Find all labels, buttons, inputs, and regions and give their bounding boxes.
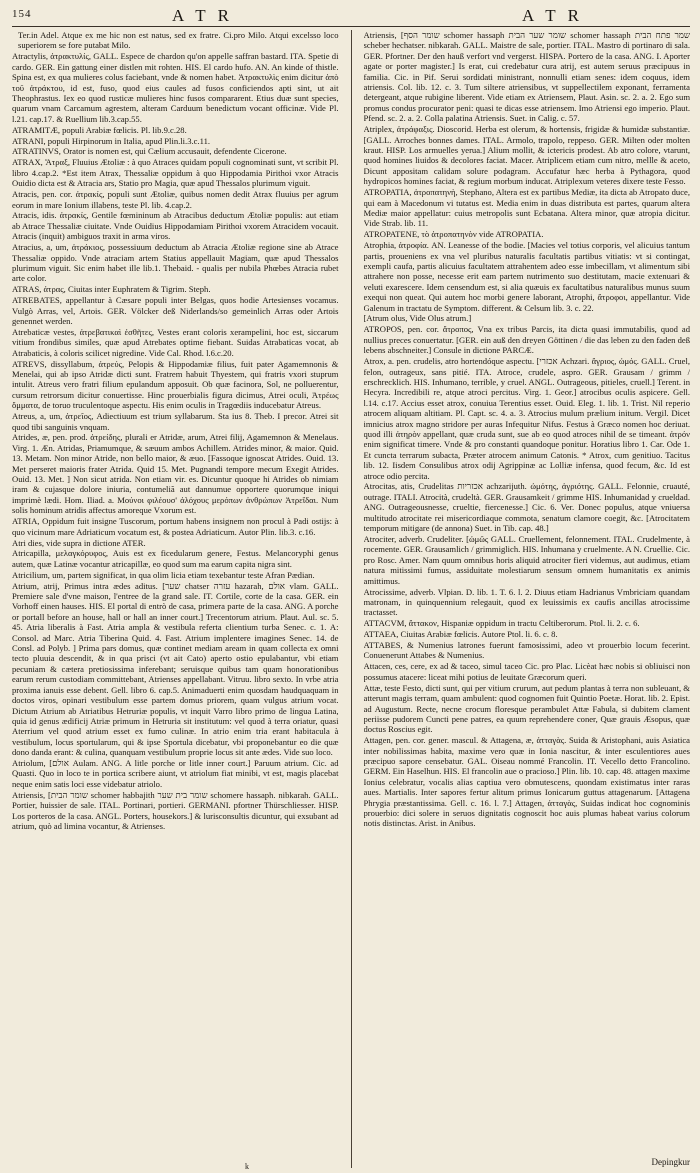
- dictionary-entry: Attagen, pen. cor. gener. mascul. & Attagena, æ, ἀτταγὰς. Suida & Aristophani, auis Asiatica inter nobilissimas habita, maxime vero quæ in Ionia nascitur, & inter esculentiores aues præcipuo sapore censebatur. GAL. Oiseau nommé Francolin. IT. Vecello detto Francolino. GERM. Ein Haselhun. HIS. El francolin aue o pracioso.] Plin. lib. 10. cap. 48. attagen maxime Ionius celebratur, vocalis alias captiua vero obmutescens, quondam existimatus inter raras aues. Martialis. Inter sapores fertur alitum primus Ionicarum guttus attagenarum. [Attagena Phrygia præstantissima. Gell. c. 16. l. 7.] Attagen, ἀτταγὰς, Suidas indicat hoc cognominis prouerbio: dici solere in seruos dignitatis cognoscit hoc auis plumas habeat varius colorum notis distinctas. Arist. in Anibus.: [363, 735, 690, 829]
- dictionary-entry: Atrides, æ, pen. prod. ἀτρείδης, plurali er Atridæ, arum, Atrei filij, Agamemnon & Menelaus. Virg. 1. Æn. Atridas, Priamumque, & sæuum ambos Achillem. Atrides minor, & maior. Quid. 13. Metam. Non minor Atride, non bello maior, & æuo. [Fassoque ignoscat Atrides. Ouid. 13. Met perseret maioris frater Atrida. Quid 15. Met. Pugnandi tempore mecum Exegit Atrides. Ouid. 13. Met. ] Non sicut atrida. Non etiam vir. es. Dicuntur quoque hi Atrides ob nimiam iram & cujasque dolore iniuria, contumeliã aut dannumue opportere quorumque iniqui imprimè lædi. Hom. Iliad. a. Μούνοι φιλέουσ' ἀλόχους μερόπων ἀνθρώπων Ἀτρεΐδαι. Num solis hominum atridis affectus amoreque Vxorum est.: [12, 432, 339, 516]
- dictionary-entry: ATROPATENE, τὸ ἀτροπατηνὸν vide ATROPATIA.: [363, 229, 544, 240]
- dictionary-entry: ATRIA, Oppidum fuit insigne Tuscorum, portum habens insignem non procul à Padi ostijs: à quo vicinum mare Adriaticum vocatum est, & postea Adriaticum. Autor Plin. lib.3. c.16.: [12, 516, 339, 537]
- dictionary-entry: Atricapilla, μελαγκόρυφος, Auis est ex ficedularum genere, Festus. Melancoryphi genus autem, quæ Latinæ vocantur atricapillæ, eo quod sum ma earum capita nigra sint.: [12, 548, 339, 569]
- page-number: 154: [12, 8, 32, 20]
- dictionary-entry: ATREVS, dissyllabum, ἀτρεύς, Pelopis & Hippodamiæ filius, fuit pater Agamemnonis & Menelai, qui ab ipso Atridæ dicti sunt. Fratrem habuit Thyestem, qui fratris vxori stuprum intulit. Atreus vero fratri filium epulandum apposuit. Ob quæ facinora, Sol, ne polluerentur, cursum retrorsum dicitur conuertisse. Hinc prouerbialis figura dicimus, Atrei oculi, Ἀτρέως ὄμματα, de toruo truculentoque aspectu. His enim oculis in Tragœdiis inducebatur Atreus.: [12, 358, 339, 411]
- page-header: [12, 6, 690, 27]
- dictionary-entry: ATTAEA, Ciuitas Arabiæ fœlicis. Autore Ptol. li. 6. c. 8.: [363, 629, 558, 640]
- dictionary-entry: Atrox, a. pen. crudelis, atro hortendóque aspectu. [אכזרי Achzari. ἄγριος, ὠμός. GALL. Cruel, felon, outrageux, sans pitié. ITA. Atroce, crudele, aspro. GER. Grausam / grimm / erschrecklich. HIS. Inhumano, terrible, y cruel. ANGL. Outrageous, pitieles, cruell.] Terent. in Hecyra. Incredibili re, atque atroci percitus. Virg. 1. Geor.] atrocibus oculis aspicere. Gell. l.14. c.17. Accius esset atrox, conuiua Terentius esset. Ouid. Eleg. 1. lib. 1. Trist. Nil reperio atrocem aliquam altitiam. Pl. Capt. sc. 4. a. 3. Atrocius mulum prælium initum. Vergil. Dicet imnicius atrox magno stridore per auras Infequitur Nifus. Festus à Græco nomen hoc deriuat. quod illi ἀτηρὸν appellant, quæ cruda sunt, sue ab eo quod atroces nihil de se timeant. ἀτρόν enim significat timere. Vnde & pro constanti quandoque ponitur. Horatius libro 1. Car. Ode 1. Et cuncta terrarum subacta, Præter atrocem animum Catonis. * Atrox, cum genitiuo. Tacitus lib. 12. Iisdem Consulibus atrox odij Agrippinæ ac Lolliæ infensa, quod fecum, &c. Id est atroce odio percita.: [363, 356, 690, 481]
- signature-mark: k: [245, 1162, 249, 1171]
- dictionary-entry: ATTABES, & Numenius latrones fuerunt famosissimi, adeo vt prouerbio locum fecerint. Conuenerunt Attabes & Numenius.: [363, 640, 690, 661]
- left-running-head: A T R: [172, 6, 233, 25]
- dictionary-entry: Ter.in Adel. Atque ex me hic non est natus, sed ex fratre. Ci.pro Milo. Atqui excelsso loco superiorem se fore putabat Milo.: [18, 30, 339, 51]
- left-column: [12, 30, 339, 1168]
- column-rule: [351, 30, 352, 1168]
- dictionary-entry: ATRAS, ἀτρας, Ciuitas inter Euphratem & Tigrim. Steph.: [12, 284, 211, 295]
- catchword: Depingkur: [651, 1157, 690, 1167]
- dictionary-entry: ATRAMITÆ, populi Arabiæ fœlicis. Pl. lib.9.c.28.: [12, 124, 187, 135]
- text-columns: [12, 30, 690, 1168]
- dictionary-entry: Atrocissime, adverb. Vlpian. D. lib. 1. T. 6. l. 2. Diuus etiam Hadrianus Vmbriciam quandam matronam, in quinquennium relegauit, quod ex leuissimis ex caufis ancillas atrocissime tractasset.: [363, 586, 690, 618]
- dictionary-entry: Atractylis, ἀτρακτυλίς, GALL. Espece de chardon qu'on appelle saffran bastard. ITA. Spetie di cardo. GER. Ein gattung einer distlen mit rohten. HIS. El cardo hufo. AN. An kinde of thistle. Spina est, ex qua mulieres colus faciebant, vnde & nomen habet. Ἀτρακτυλὶς enim dicitur ἀπὸ τοῦ ἀτράκτου, id est, fuso, quod eius caules ad fusos conficiendos apti sint, ut ait Theophrastus. Iex eo quod rusticæ mulieres hinc fusos compararent. Etius duæ sunt species, quarum vnam Carcamum agrestem, alteram Carduum benedictum vocant officinæ. Vide Pl. l.21. cap.17. & Ruellium lib.3.cap.55.: [12, 51, 339, 124]
- dictionary-entry: Atrophia, ἀτροφία. AN. Leanesse of the bodie. [Macies vel totius corporis, vel alicuius tantum partis, proueniens ex vna vel pluribus naturalis facultatis partibus vitiatis: vt si contingat, exempli caufa, partis alicuius facultatem attrahentem adeo esse imbecillam, vt alimentum sibi attrahere non posse, necesse erit eam partem nutrimento suo destitutam, macie extenuari & veluti exarescere. Idem censendum est, si alia quæuis ex facultatibus naturalibus munus suum exequi non queat. Qui autem hoc morbi genere laborant, Atrophi, ἄτροφοι, appellantur. Vide Galenum in tractatu de Symptom. different. & Celsum lib. 3. c. 22.: [363, 240, 690, 313]
- dictionary-entry: ATRATINVS, Orator is nomen est, qui Cælium accusauit, defendente Cicerone.: [12, 146, 287, 157]
- dictionary-entry: Atreus, a, um, ἀτρεῖος, Adiectiuum est trium syllabarum. Sta ius 8. Theb. I precor. Atrei sit quod tibi sanguinis vnquam.: [12, 411, 339, 432]
- dictionary-entry: Atriensis, [שומר הסף schomer hassaph שומר שער הבית schomer hassaph שמר פתח הבית scheber hechatser. nibkarah. GALL. Maistre de sale, portier. ITAL. Mastro di portinaro di sala. GER. Pfortner. Der den hauß verfort vnd vergerst. HISPA. Portero de la casa. ANG. I. Aporter agate or porter magister.] Is erat, cui credebatur cura atrij, est autem seruus præcipuus in familia. Cic. in Pif. Serui sordidati ministrant, nonnulli etiam senes: idem coquus, idem atriensis. Col. lib. 12. c. 3. Tum siltere atriensibus, vt suppellectilem exponant, ferramenta detergeant, atque rubigine liberent. Vide etiam ex Atriensem, Plaut. Asin. sc. 2. a. 2. Ego sum promus condus procurator peni: quasi te dicas esse atriensem. Imo Atriensi ego imperio. Plaut. Pfend. sc. 2. a. 2. Colla palatina Atriensis. Suet. in Calig. c. 57.: [363, 30, 690, 124]
- right-column: [364, 30, 691, 1168]
- right-running-head: A T R: [522, 6, 583, 25]
- dictionary-entry: Atracis, pen. cor. ἀτρακίς, populi sunt Ætoliæ, quibus nomen dedit Atrax fluuius per agrum eorum in mare Ionium illabens, teste Pl. lib. 4.cap.2.: [12, 189, 339, 210]
- dictionary-entry: Atracius, a, um, ἀτράκιος, possessiuum deductum ab Atracia Ætoliæ regione sine ab Atrace Thessaliæ oppido. Vnde atraciam artem Statius appellauit Magiam, quæ apud Thessalos plurimum viguit. Sic enim habet ille lib.1. Thebaid. - qualis per nubila Phœbes Atracia rubet arte color.: [12, 242, 339, 284]
- dictionary-entry: Atrebaticæ vestes, ἀτρεβατικαὶ ἐσθῆτες, Vestes erant coloris xerampelini, hoc est, siccarum vitium frondibus similes, quæ apud Atrebates optime fiebant. Suidas Atrabaticas vocat, ab Atrabaticis, à coloris scilicet nigredine. Vide Cal. Rhod. l.6.c.20.: [12, 326, 339, 358]
- dictionary-entry: Atri dies, vide supra in dictione ATER.: [12, 537, 146, 548]
- dictionary-entry: Atrium, atrij, Primus intra ædes aditus. [שער chatser עזרה hazarah, אולם vlam. GALL. Premiere sale d'vne maison, l'entree de la grand sale. IT. Cortile, corte de la casa. GER. ein Vorhoff einen hauses. HIS. El portal di entrò de casa, primera parte de la casa. ANG. A porche or portall before an house, hall or hall an inner court.] Trecentorum atrium. Plaut. Aul. sc. 5. 45. Atria liberalis à Fast. Atria ampla & vestibula referta clientium turba Senec. c. 1. A: Consol. ad Marc. Atria Tiberina Quid. 4. Fast. Atrium implentere imagines Senec. 14. de Consl. ad Polyb. ] Prima pars domus, quæ continet mediam aream in quam collecta ex omni tecto pluuia descendit, & in qua prisci (vt ait Cato) aperto ostio epulabantur, vbi etiam pecuniam & cætera pretiosissima inferebant; seruisque quibus tam quam honorationibus earum rerum custodiam committebant, Atrienses appellabant. Vitruu. libro sexto. In vrbe atria proxima ianuis esse debent. Gell. libro 6. cap.5. Animaduerti enim quosdam haudquaquam in doctos viros, opinari vestibulum esse partem domus priorem, quam vulgus atrium vocat. Dictum Atrium ab Atriatibus Hetruriæ populis, vt inquit Varro libro primo de lingua Latina, quia id genus ædificij Atriæ primum in Hetruria sit institutum: vel quod à terra oriatur, quasi Aterrium vel quod atrium esset ex fumo culinæ. In atrio enim tria erant habitacula à vestibulum, locus sportularum, qui & ipse Sportula dicebatur, vbi proponebantur eo die quæ dono danda erant: & culina, quanquam vestibulum proprie locus sit ante ædes. Vide suo loco.: [12, 580, 339, 758]
- dictionary-entry: ATRAX, Ἄτραξ, Fluuius Ætoliæ : à quo Atraces quidam populi cognominati sunt, vt scribit Pl. libro 4.cap.2. *Est item Atrax, Thessaliæ oppidum à quo Hippodamia Pirithoi vxor Atracis Ouidio dicta est & Atracia ars, Statio pro Magia, quæ apud Thessalos plurimum viguit.: [12, 157, 339, 189]
- dictionary-entry: Atrocitas, atis, Crudelitas אכזריות achzarijuth. ὠμότης, ἀγριότης. GALL. Felonnie, cruauté, outrage. ITALI. Atrocità, crudeltà. GER. Grausamkeit / grimme HIS. Inhumanidad y crueldad. ANG. Outrageousnesse, crueltie, fiercenesse.] Cic. 6. Ver. Donec populus, atque vniuersa multitudo atrocitate rei misericordiaque commota, senatum clamore coegit, &c. [Atrocitatem temporum mitigare (de annona) Suet. in Tib. cap. 48.]: [363, 481, 690, 534]
- dictionary-entry: Atricilium, um, partem significat, in qua olim licia etiam texebantur teste Afran Pædian.: [12, 569, 315, 580]
- dictionary-entry: Attacen, ces, cere, ex ad & taceo, simul taceo Cic. pro Plac. Licèat hæc nobis si obliuisci non possumus atacere: liceat mihi potius de leuitate Græcorum queri.: [363, 661, 690, 682]
- dictionary-entry: Atriolum, [אולם Aulam. ANG. A litle porche or litle inner court.] Paruum atrium. Cic. ad Quasti. Quo in loco te in portica scribere aiunt, vt atriolum fiat minibi, vt est, magis placebat neque enim satis loci esse videbatur atriolo.: [12, 758, 339, 789]
- dictionary-entry: Atriensis, [שומר הבית schomer habbajith שומר בית שער schomere hassaph. nibkarah. GALL. Portier, huissier de sale. ITAL. Portinari, portieri. GERMANI. pfortner Thürschliesser. HISP. Los porteros de la casa. ANGL. Porters, housekors.] & lurisconsultis dicuntur, qui exsubant ad atrium, quò ad limina vocantur, & Atrienses.: [12, 789, 339, 831]
- dictionary-entry: Atracis, idis. ἀτρακίς, Gentile fœmininum ab Atracibus deductum Ætoliæ populis: aut etiam ab Atrace Thessaliæ ciuitate. Vnde Ouidius Hippodamiam Pirithoi vxorem Atracidem vocauit. Atracis (inquit) ambiguos traxit in arma viros.: [12, 210, 339, 242]
- dictionary-entry: ATREBATES, appellantur à Cæsare populi inter Belgas, quos hodie Artesienses vocamus. Vulgò Arras, vel, Artois. GER. Völcker deß Niderlands/so gemeinlich Arras oder Artois genennet werden.: [12, 295, 339, 326]
- dictionary-entry: ATROPOS, pen. cor. ἄτροπος, Vna ex tribus Parcis, ita dicta quasi immutabilis, quod ad nullius preces conuertatur. [GER. ein auß den dreyen Göttinen / die das leben zu den faden deß lebens abschneiter.] Consule in dictione PARCÆ.: [363, 324, 690, 356]
- dictionary-entry: Atrociter, adverb. Crudeliter. [ὠμῶς GALL. Cruellement, felonnement. ITAL. Crudelmente, à rocemente. GER. Grausamlich / grimmiglich. HIS. Inhumana y cruelmente. A N. Cruellie. Cic. pro Rosc. Amer. Nam quum omnibus horis aliquid atrociter fieri videmus, aut audimus, etiam natura mitissimi fumus, assiduitate molestiarum sensum omnem humanitatis ex animis amittimus.: [363, 534, 690, 586]
- dictionary-entry: ATTACVM, ἄττακον, Hispaniæ oppidum in tractu Celtiberorum. Ptol. li. 2. c. 6.: [363, 618, 640, 629]
- dictionary-entry: Attæ, teste Festo, dicti sunt, qui per vitium crurum, aut pedum plantas à terra non subleuant, & atterunt magis terram, quam ambulent: quod cognomen fuit Quintio Poetæ. Horat. lib. 2. Epist. ad Augustum. Recte, necne crocum floresque perambulet Attæ Fabula, si dubitem clament periisse pudorem Cuncti pene patres, ea quum reprehendere coner, Quæ grauis Æsopus, quæ doctus Roscius egit.: [363, 682, 690, 735]
- dictionary-entry: ATRANI, populi Hirpinorum in Italia, apud Plin.li.3.c.11.: [12, 135, 211, 146]
- dictionary-entry: [Atrum olus, Vide Olus atrum.]: [363, 313, 472, 324]
- dictionary-entry: Atriplex, ἀτράφαξις. Dioscorid. Herba est olerum, & hortensis, frigidæ & humidæ substantiæ. [GALL. Arroches bonnes dames. ITAL. Armolo, trapolo, reppeso. GER. Milten oder molten kraut. HISP. Los armuelles yerua.] Alium mollit, & ictericis prodest. Ab atro colore, vtarunt, quod homines liuidos & decolores faciat. Macer. Atriplicem etiam cum nitro, mellle & aceto, Dicunt appositam calidam solure podagram. Accufatur hæc herba à Pythagora, quod hydropicos homines faciat, & regium morbum inducat. Atriplexum veteres dixere teste Fesso.: [363, 124, 690, 187]
- dictionary-entry: ATROPATIA, ἀτροπατηνὴ, Stephano, Altera est ex partibus Mediæ, ita dicta ab Atropato duce, qui eam à Macedonum vi tutatus est. Media enim in duas distributa est partes, quarum altera Mediæ maior appellatur: cuius metropolis sunt Ecbatana. Altera minor, quæ atropia dicitur. Vide Strab. lib. 11.: [363, 187, 690, 229]
